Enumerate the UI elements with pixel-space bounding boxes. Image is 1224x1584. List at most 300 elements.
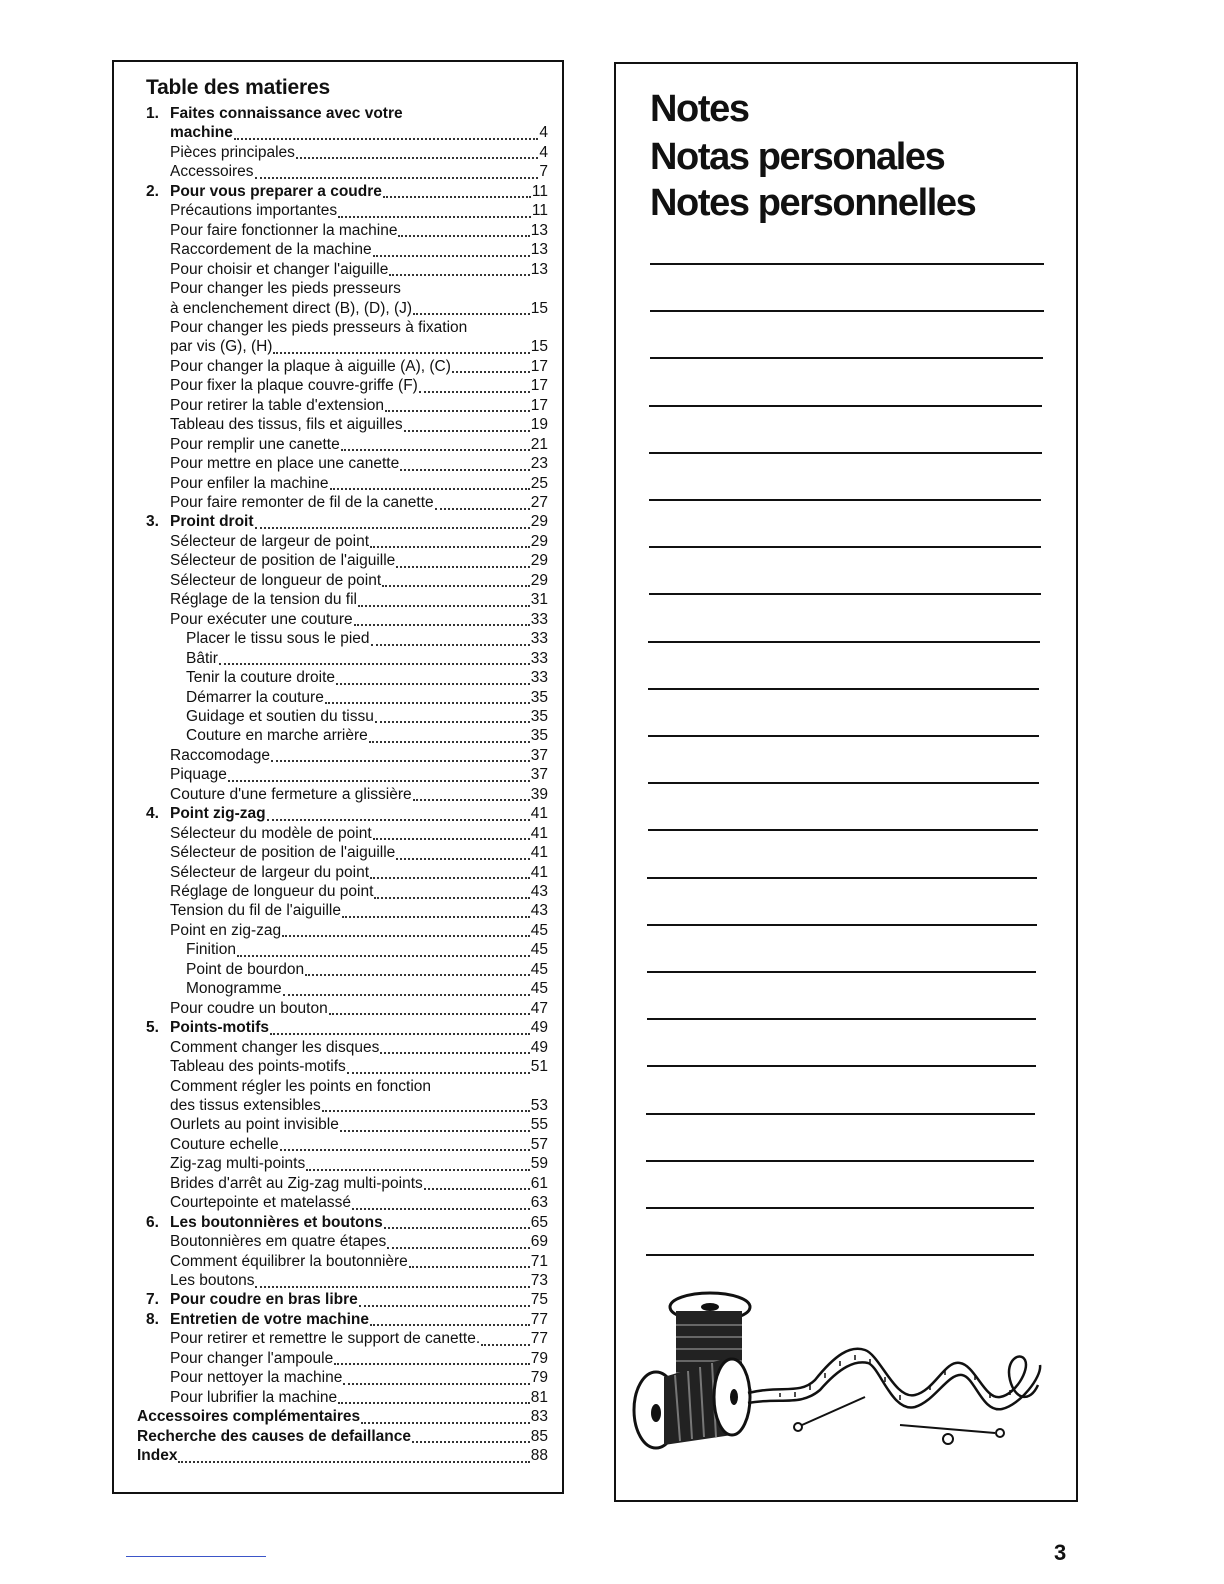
- toc-entry: [170, 1368, 548, 1387]
- toc-entry-text: Tableau des tissus, fils et aiguilles: [170, 416, 403, 434]
- toc-dot-leader: [409, 1262, 530, 1268]
- note-line: [648, 735, 1039, 737]
- toc-entry-text: Finition: [186, 941, 236, 959]
- note-line: [647, 924, 1037, 926]
- toc-entry-page: 13: [530, 260, 548, 278]
- toc-dot-leader: [354, 620, 530, 626]
- toc-dot-leader: [342, 912, 530, 918]
- toc-dot-leader: [369, 737, 530, 743]
- toc-entry: [170, 921, 548, 940]
- toc-entry-page: 59: [530, 1155, 548, 1173]
- toc-entry-text: Pour changer les pieds presseurs: [170, 280, 401, 298]
- toc-dot-leader: [374, 893, 529, 899]
- toc-entry: [170, 863, 548, 882]
- toc-entry-text: Pour nettoyer la machine: [170, 1369, 343, 1387]
- toc-entry-text: Pour mettre en place une canette: [170, 455, 400, 473]
- toc-dot-leader: [413, 795, 530, 801]
- note-line: [649, 593, 1041, 595]
- toc-entry-text: Pour vous preparer a coudre: [170, 182, 382, 200]
- toc-entry-text: Précautions importantes: [170, 202, 338, 220]
- toc-dot-leader: [361, 1418, 530, 1424]
- toc-entry: [170, 1193, 548, 1212]
- toc-entry-page: 55: [530, 1116, 548, 1134]
- toc-entry-text: Pour faire remonter de fil de la canette: [170, 494, 434, 511]
- toc-entry-page: 23: [530, 455, 548, 473]
- notes-heading-french: Notes personnelles: [650, 182, 976, 224]
- toc-dot-leader: [341, 445, 530, 451]
- toc-dot-leader: [255, 523, 530, 529]
- toc-entry: [170, 415, 548, 434]
- toc-entry: [170, 1057, 548, 1076]
- toc-entry-page: 73: [530, 1272, 548, 1289]
- measuring-tape-icon: [748, 1349, 1040, 1410]
- toc-entry: [146, 1310, 548, 1329]
- toc-dot-leader: [336, 679, 530, 685]
- toc-entry-page: 35: [530, 688, 548, 706]
- toc-dot-leader: [400, 465, 530, 471]
- toc-entry-page: 13: [530, 221, 548, 239]
- toc-entry-text: Pour retirer et remettre le support de canette.: [170, 1330, 481, 1348]
- toc-entry: [146, 512, 548, 531]
- toc-entry-text: Boutonnières em quatre étapes: [170, 1233, 387, 1251]
- toc-entry-text: Sélecteur de largeur du point: [170, 863, 370, 881]
- toc-entry-text: Tension du fil de l'aiguille: [170, 902, 341, 920]
- toc-entry: [170, 1096, 548, 1115]
- toc-entry-page: 33: [530, 610, 548, 628]
- toc-entry-page: 15: [530, 299, 548, 317]
- toc-dot-leader: [270, 1029, 530, 1035]
- toc-entry-page: 33: [530, 669, 548, 687]
- toc-entry-text: Les boutons: [170, 1272, 255, 1289]
- toc-entry: [170, 901, 548, 920]
- toc-dot-leader: [219, 659, 530, 665]
- toc-dot-leader: [396, 854, 529, 860]
- toc-entry: [186, 649, 548, 668]
- toc-entry-text: Tenir la couture droite: [186, 669, 336, 687]
- toc-entry-text: Pour exécuter une couture: [170, 610, 353, 628]
- toc-entry-text: Raccordement de la machine: [170, 241, 372, 259]
- note-line: [648, 782, 1039, 784]
- toc-entry: [170, 123, 548, 142]
- toc-dot-leader: [359, 1301, 530, 1307]
- toc-entry: [137, 1446, 548, 1465]
- toc-entry-page: 17: [530, 357, 548, 375]
- toc-dot-leader: [387, 1243, 529, 1249]
- toc-entry-page: 29: [530, 532, 548, 550]
- toc-dot-leader: [370, 542, 530, 548]
- note-line: [649, 546, 1041, 548]
- toc-dot-leader: [452, 367, 530, 373]
- toc-entry-text: Pour changer l'ampoule: [170, 1349, 334, 1367]
- toc-entry-page: 65: [530, 1213, 548, 1231]
- toc-entry-text: Point zig-zag: [170, 805, 266, 823]
- toc-entry-text: Pour fixer la plaque couvre-griffe (F): [170, 377, 418, 395]
- note-line: [647, 971, 1036, 973]
- toc-entry-text: Couture echelle: [170, 1135, 279, 1153]
- toc-dot-leader: [340, 1126, 530, 1132]
- toc-entry-text: Démarrer la couture: [186, 688, 324, 706]
- toc-entry: [146, 104, 548, 123]
- toc-entry-text: Les boutonnières et boutons: [170, 1213, 383, 1231]
- toc-dot-leader: [481, 1340, 530, 1346]
- toc-entry-text: Points-motifs: [170, 1019, 270, 1037]
- toc-entry: [170, 1329, 548, 1348]
- toc-entry-text: Pour coudre un bouton: [170, 999, 328, 1017]
- toc-entry-page: 79: [530, 1349, 548, 1367]
- toc-entry-text: Sélecteur de largeur de point: [170, 532, 370, 550]
- toc-entry: [170, 299, 548, 318]
- toc-dot-leader: [370, 873, 530, 879]
- toc-entry: [170, 824, 548, 843]
- toc-entry-text: Pour remplir une canette: [170, 435, 340, 453]
- toc-entry-page: 31: [530, 591, 548, 609]
- toc-entry-page: 41: [530, 844, 548, 862]
- toc-entry-page: 45: [530, 941, 548, 959]
- toc-entry: [170, 1349, 548, 1368]
- toc-entry: [186, 726, 548, 745]
- toc-dot-leader: [329, 1009, 530, 1015]
- note-line: [649, 405, 1042, 407]
- toc-entry-text: par vis (G), (H): [170, 338, 273, 356]
- toc-entry-page: 11: [531, 202, 548, 220]
- toc-entry-page: 57: [530, 1135, 548, 1153]
- toc-entry-page: 41: [530, 824, 548, 842]
- toc-dot-leader: [343, 1379, 529, 1385]
- note-line: [647, 1018, 1036, 1020]
- note-line: [646, 1113, 1035, 1115]
- note-line: [646, 1254, 1034, 1256]
- toc-entry: [170, 318, 548, 337]
- toc-dot-leader: [412, 1437, 530, 1443]
- toc-dot-leader: [383, 192, 531, 198]
- toc-entry-text: Monogramme: [186, 980, 282, 998]
- toc-entry-text: Pour lubrifier la machine: [170, 1388, 338, 1406]
- toc-dot-leader: [382, 581, 530, 587]
- toc-entry-page: 69: [530, 1233, 548, 1251]
- toc-entry-page: 11: [531, 182, 548, 200]
- toc-entry-page: 53: [530, 1096, 548, 1114]
- toc-entry: [170, 590, 548, 609]
- toc-entry: [186, 940, 548, 959]
- toc-entry-text: Pièces principales: [170, 143, 295, 161]
- toc-dot-leader: [330, 484, 530, 490]
- toc-entry: [186, 668, 548, 687]
- toc-entry-page: 47: [530, 999, 548, 1017]
- toc-entry-text: Accessoires complémentaires: [137, 1408, 361, 1426]
- sewing-spools-illustration: [630, 1285, 1050, 1460]
- note-line: [649, 499, 1041, 501]
- toc-entry: [170, 571, 548, 590]
- toc-entry-text: Index: [137, 1447, 178, 1465]
- toc-dot-leader: [371, 640, 530, 646]
- toc-entry-page: 25: [530, 474, 548, 492]
- toc-dot-leader: [178, 1457, 529, 1463]
- toc-dot-leader: [322, 1106, 530, 1112]
- toc-dot-leader: [424, 1184, 530, 1190]
- toc-dot-leader: [347, 1068, 530, 1074]
- toc-entry: [170, 279, 548, 298]
- toc-entry-page: 39: [530, 785, 548, 803]
- toc-entry-page: 45: [530, 921, 548, 939]
- toc-entry-page: 37: [530, 746, 548, 764]
- toc-dot-leader: [338, 1398, 530, 1404]
- toc-dot-leader: [338, 212, 531, 218]
- toc-dot-leader: [255, 173, 539, 179]
- note-line: [650, 263, 1044, 265]
- note-line: [650, 310, 1044, 312]
- toc-entry: [170, 610, 548, 629]
- toc-entry-text: Pour retirer la table d'extension: [170, 396, 385, 414]
- toc-entry-text: Pour changer la plaque à aiguille (A), (C): [170, 357, 451, 375]
- toc-dot-leader: [325, 698, 530, 704]
- toc-entry-page: 85: [530, 1427, 548, 1445]
- toc-entry-text: Placer le tissu sous le pied: [186, 630, 370, 648]
- toc-entry-page: 43: [530, 883, 548, 900]
- toc-entry-page: 17: [530, 377, 548, 395]
- toc-entry: [170, 532, 548, 551]
- toc-dot-leader: [280, 1145, 530, 1151]
- toc-entry-page: 4: [539, 124, 548, 142]
- toc-entry: [170, 396, 548, 415]
- toc-dot-leader: [282, 931, 530, 937]
- toc-entry: [170, 882, 548, 901]
- toc-entry-page: 13: [530, 241, 548, 259]
- toc-entry: [137, 1427, 548, 1446]
- toc-dot-leader: [255, 1282, 529, 1288]
- toc-dot-leader: [296, 153, 538, 159]
- toc-entry-page: 43: [530, 902, 548, 920]
- note-line: [646, 1207, 1034, 1209]
- toc-entry-page: 29: [530, 552, 548, 570]
- toc-entry: [170, 785, 548, 804]
- toc-entry-page: 35: [530, 707, 548, 725]
- toc-entry-text: Entretien de votre machine: [170, 1310, 369, 1328]
- toc-entry-page: 29: [530, 571, 548, 589]
- toc-entry: [170, 765, 548, 784]
- toc-entry: [170, 843, 548, 862]
- note-line: [649, 452, 1042, 454]
- toc-entry: [146, 804, 548, 823]
- toc-entry-text: Pour choisir et changer l'aiguille: [170, 260, 389, 278]
- toc-entry: [146, 1213, 548, 1232]
- page-number: 3: [1054, 1540, 1067, 1565]
- toc-entry-page: 4: [539, 143, 548, 161]
- toc-entry-text: Couture d'une fermeture a glissière: [170, 785, 412, 803]
- toc-dot-leader: [375, 717, 530, 723]
- toc-entry-text: Accessoires: [170, 163, 254, 181]
- toc-entry: [146, 1290, 548, 1309]
- toc-entry: [170, 240, 548, 259]
- toc-dot-leader: [358, 601, 530, 607]
- toc-entry: [170, 1038, 548, 1057]
- toc-entry-text: Pour enfiler la machine: [170, 474, 329, 492]
- toc-entry-text: Couture en marche arrière: [186, 727, 368, 745]
- toc-entry-text: Zig-zag multi-points: [170, 1155, 306, 1173]
- toc-entry-number: 3.: [146, 513, 159, 531]
- toc-entry-text: Guidage et soutien du tissu: [186, 707, 374, 725]
- toc-entry-text: Sélecteur du modèle de point: [170, 824, 372, 842]
- toc-entry-page: 51: [530, 1058, 548, 1076]
- toc-entry-page: 49: [530, 1038, 548, 1056]
- toc-entry: [186, 688, 548, 707]
- toc-dot-leader: [237, 951, 530, 957]
- toc-entry: [170, 1252, 548, 1271]
- toc-entry: [146, 1018, 548, 1037]
- toc-entry-text: Raccomodage: [170, 746, 270, 764]
- toc-entry: [170, 162, 548, 181]
- toc-dot-leader: [234, 134, 538, 140]
- toc-dot-leader: [404, 426, 530, 432]
- toc-title: Table des matieres: [146, 76, 330, 99]
- toc-entry: [170, 376, 548, 395]
- toc-entry: [170, 493, 548, 512]
- toc-dot-leader: [398, 231, 529, 237]
- toc-entry-page: 77: [530, 1310, 548, 1328]
- toc-entry-page: 71: [530, 1252, 548, 1270]
- toc-entry-text: Comment équilibrer la boutonnière: [170, 1252, 408, 1270]
- toc-dot-leader: [267, 815, 530, 821]
- toc-entry-number: 8.: [146, 1310, 159, 1328]
- toc-entry: [170, 474, 548, 493]
- toc-entry-text: Point en zig-zag: [170, 921, 282, 939]
- toc-entry: [186, 629, 548, 648]
- toc-dot-leader: [419, 387, 530, 393]
- toc-dot-leader: [380, 1048, 529, 1054]
- toc-entry: [170, 1271, 548, 1290]
- toc-entry-number: 6.: [146, 1213, 159, 1231]
- toc-entry: [170, 551, 548, 570]
- toc-entry: [170, 1077, 548, 1096]
- toc-dot-leader: [273, 348, 529, 354]
- toc-entry: [170, 1115, 548, 1134]
- pin-icon: [794, 1397, 865, 1431]
- toc-entry-page: 45: [530, 980, 548, 998]
- toc-entry-text: Ourlets au point invisible: [170, 1116, 339, 1134]
- toc-entry-text: Piquage: [170, 766, 227, 784]
- toc-entry-text: Courtepointe et matelassé: [170, 1194, 351, 1212]
- toc-entry: [170, 201, 548, 220]
- second-spool-icon: [634, 1357, 750, 1448]
- toc-entry-text: Pour coudre en bras libre: [170, 1291, 358, 1309]
- toc-entry-page: 41: [530, 805, 548, 823]
- toc-entry-text: Sélecteur de position de l'aiguille: [170, 844, 396, 862]
- toc-entry-page: 61: [530, 1174, 548, 1192]
- toc-dot-leader: [373, 251, 530, 257]
- toc-entry-page: 75: [530, 1291, 548, 1309]
- notes-heading: Notes: [650, 88, 749, 130]
- toc-entry-page: 88: [530, 1447, 548, 1465]
- toc-entry-text: Réglage de longueur du point: [170, 883, 374, 900]
- toc-entry-page: 37: [530, 766, 548, 784]
- toc-entry-page: 17: [530, 396, 548, 414]
- toc-entry: [170, 1174, 548, 1193]
- toc-entry-text: Pour faire fonctionner la machine: [170, 221, 398, 239]
- toc-entry: [186, 979, 548, 998]
- toc-entry-number: 4.: [146, 805, 159, 823]
- toc-entry-number: 7.: [146, 1291, 159, 1309]
- toc-entry-page: 49: [530, 1019, 548, 1037]
- toc-entry-text: Faites connaissance avec votre: [170, 105, 403, 122]
- toc-dot-leader: [370, 1320, 530, 1326]
- bottom-mark: [126, 1556, 266, 1557]
- toc-entry: [170, 435, 548, 454]
- toc-entry-text: Sélecteur de longueur de point: [170, 571, 382, 589]
- note-line: [647, 877, 1037, 879]
- toc-entry-page: 45: [530, 960, 548, 978]
- toc-entry-number: 1.: [146, 105, 159, 122]
- toc-dot-leader: [283, 990, 530, 996]
- toc-dot-leader: [373, 834, 530, 840]
- toc-entry: [186, 707, 548, 726]
- toc-entry: [170, 454, 548, 473]
- note-line: [646, 1160, 1034, 1162]
- note-line: [650, 357, 1043, 359]
- toc-dot-leader: [305, 970, 530, 976]
- toc-entry-page: 63: [530, 1194, 548, 1212]
- toc-entry-text: à enclenchement direct (B), (D), (J): [170, 299, 413, 317]
- toc-dot-leader: [435, 504, 530, 510]
- note-line: [648, 688, 1039, 690]
- toc-entry-text: Recherche des causes de defaillance: [137, 1427, 411, 1445]
- toc-entry-page: 7: [539, 163, 548, 181]
- toc-entry: [170, 1388, 548, 1407]
- toc-dot-leader: [352, 1204, 530, 1210]
- toc-entry: [186, 960, 548, 979]
- toc-entry-page: 15: [530, 338, 548, 356]
- toc-entry-page: 33: [530, 630, 548, 648]
- toc-entry-page: 79: [530, 1369, 548, 1387]
- toc-entry: [170, 221, 548, 240]
- toc-dot-leader: [385, 406, 530, 412]
- toc-entry: [170, 746, 548, 765]
- toc-entry-page: 77: [530, 1330, 548, 1348]
- toc-entry: [170, 999, 548, 1018]
- notes-heading-spanish: Notas personales: [650, 136, 945, 178]
- toc-entry: [170, 1154, 548, 1173]
- toc-dot-leader: [271, 756, 530, 762]
- toc-entry-text: Pour changer les pieds presseurs à fixation: [170, 318, 468, 336]
- toc-entry-text: Point de bourdon: [186, 960, 305, 978]
- toc-dot-leader: [306, 1165, 530, 1171]
- toc-entry-text: Tableau des points-motifs: [170, 1058, 346, 1076]
- toc-entry-page: 35: [530, 727, 548, 745]
- note-line: [647, 1065, 1036, 1067]
- toc-entry-page: 83: [530, 1408, 548, 1426]
- toc-dot-leader: [389, 270, 529, 276]
- toc-dot-leader: [334, 1359, 530, 1365]
- toc-entry-text: Brides d'arrêt au Zig-zag multi-points: [170, 1174, 423, 1192]
- toc-entry-text: des tissus extensibles: [170, 1096, 321, 1114]
- toc-entry-page: 29: [530, 513, 548, 531]
- toc-entry-text: Sélecteur de position de l'aiguille: [170, 552, 396, 570]
- toc-entry-page: 19: [530, 416, 548, 434]
- toc-dot-leader: [384, 1223, 530, 1229]
- note-line: [648, 829, 1038, 831]
- toc-entry-page: 27: [530, 494, 548, 511]
- toc-entry: [170, 143, 548, 162]
- toc-entry-page: 33: [530, 649, 548, 667]
- toc-dot-leader: [396, 562, 529, 568]
- pin-icon-2: [900, 1425, 1004, 1444]
- toc-entry: [170, 1232, 548, 1251]
- toc-entry-text: Bâtir: [186, 649, 218, 667]
- toc-entry-text: Comment changer les disques: [170, 1038, 380, 1056]
- toc-entry: [170, 337, 548, 356]
- toc-entry-page: 41: [530, 863, 548, 881]
- note-line: [648, 641, 1040, 643]
- toc-entry-number: 5.: [146, 1019, 159, 1037]
- toc-dot-leader: [413, 309, 530, 315]
